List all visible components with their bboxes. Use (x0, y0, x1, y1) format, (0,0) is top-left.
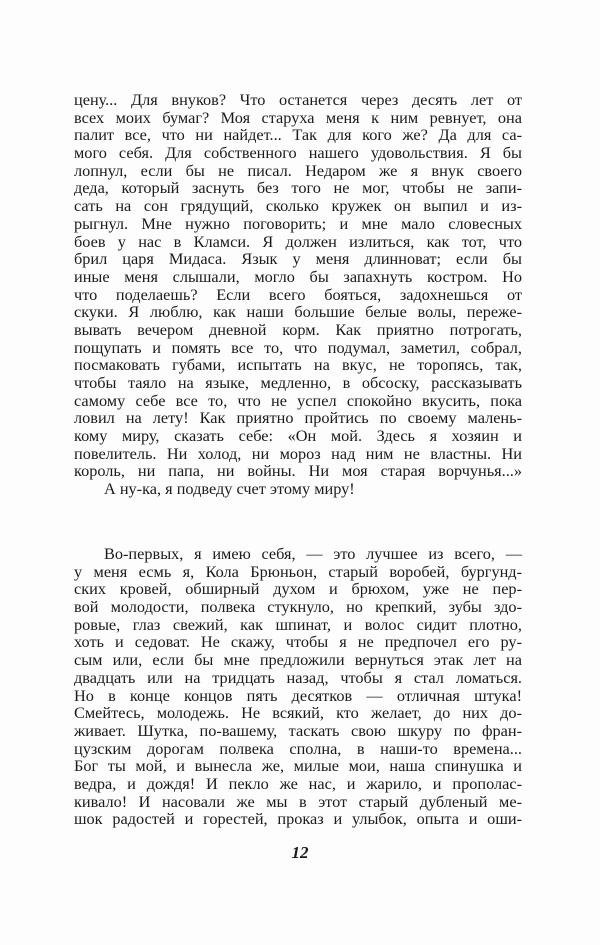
text-line: Во-первых, я имею себя, — это лучшее из всего, — (104, 544, 522, 563)
text-line: Бог ты мой, и вынесла же, милые мои, наша спинушка и (74, 756, 522, 776)
text-line: что поделаешь? Если всего бояться, задохнешься от (74, 284, 522, 304)
text-line: палит все, что ни найдет... Так для кого же? Да для са- (74, 125, 522, 145)
text-line: ровые, глаз свежий, как шпинат, и волос сидит плотно, (74, 614, 522, 634)
page-number: 12 (291, 843, 309, 862)
text-line: Но в конце концов пять десятков — отличная штука! (74, 685, 522, 705)
text-line: у меня есмь я, Кола Брюньон, старый воробей, бургунд- (74, 561, 522, 581)
text-line: самому себе все то, что не успел спокойно вкусить, пока (74, 390, 522, 410)
text-line: вывать вечером дневной корм. Как приятно потрогать, (74, 319, 522, 339)
text-line: мого себя. Для собственного нашего удовольствия. Я бы (74, 143, 522, 163)
text-section-1 (74, 91, 522, 498)
text-section-2 (74, 545, 522, 828)
text-line: брил царя Мидаса. Язык у меня длинноват; если бы (74, 249, 522, 269)
text-line: пощупать и помять все то, что подумал, заметил, собрал, (74, 337, 522, 357)
text-line: всех моих бумаг? Моя старуха меня к ним ревнует, она (74, 107, 522, 127)
text-line: чтобы таяло на языке, медленно, в обсоску, рассказывать (74, 373, 522, 392)
text-line: кивало! И насовали же мы в этот старый дубленый ме- (74, 791, 522, 811)
text-line: деда, который заснуть без того не мог, чтобы не запи- (74, 178, 522, 198)
text-line: рыгнул. Мне нужно поговорить; и мне мало словесных (74, 213, 522, 233)
text-line: лопнул, если бы не писал. Недаром же я внук своего (74, 160, 522, 180)
text-line: король, ни папа, ни войны. Ни моя старая ворчунья...» (74, 461, 522, 481)
text-line: живает. Шутка, по-вашему, таскать свою шкуру по фран- (74, 720, 522, 740)
text-line: скуки. Я люблю, как наши большие белые волы, пережe- (74, 302, 522, 322)
text-line: двадцать или на тридцать назад, чтобы я стал ломаться. (74, 667, 522, 687)
text-line: шок радостей и горестей, проказ и улыбок, опыта и оши- (74, 809, 522, 829)
text-line: ловил на лету! Как приятно пройтись по своему малень- (74, 408, 522, 428)
text-line: ведра, и дождя! И пекло же нас, и жарило, и прополас- (74, 773, 522, 793)
text-line: вой молодости, полвека стукнуло, но крепкий, зубы здо- (74, 597, 522, 617)
text-line: хоть и седоват. Не скажу, чтобы я не предпочел его ру- (74, 632, 522, 652)
text-line: ских кровей, обширный духом и брюхом, уже не пер- (74, 579, 522, 599)
text-line: повелитель. Ни холод, ни мороз над ним не властны. Ни (74, 443, 522, 463)
text-line: сать на сон грядущий, сколько кружек он выпил и из- (74, 196, 522, 216)
text-line: иные меня слышали, могло бы запахнуть костром. Но (74, 266, 522, 286)
text-line: боев у нас в Кламси. Я должен излиться, как тот, что (74, 231, 522, 251)
text-line: кому миру, сказать себе: «Он мой. Здесь я хозяин и (74, 426, 522, 446)
text-line: сым или, если бы мне предложили вернуться этак лет на (74, 650, 522, 670)
text-line: посмаковать губами, испытать на вкус, не торопясь, так, (74, 355, 522, 375)
text-line: Смейтесь, молодежь. Не всякий, кто желает, до них до- (74, 703, 522, 723)
text-line: цену... Для внуков? Что останется через десять лет от (74, 90, 522, 109)
closing-line: А ну-ка, я подведу счет этому миру! (104, 479, 355, 499)
text-line: цузским дорогам полвека сполна, в наши-то времена... (74, 738, 522, 758)
